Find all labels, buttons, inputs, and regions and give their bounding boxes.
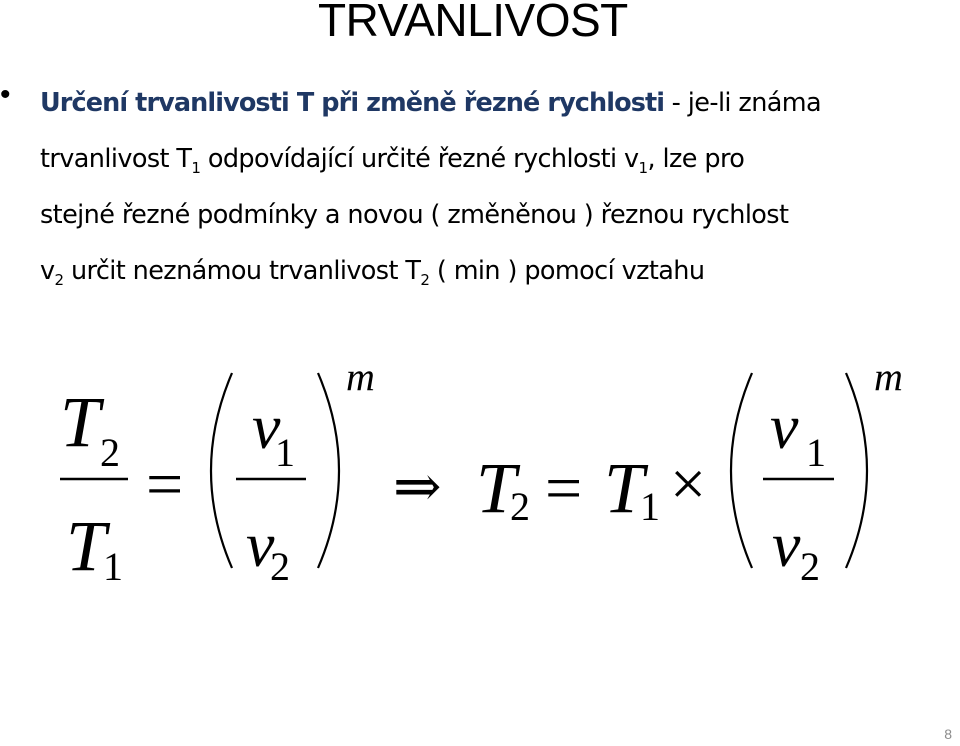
subscript-1: 1 [191,159,201,177]
left-paren-1 [211,373,232,568]
formula-v-denominator-2: v [772,509,801,580]
bullet-dot: • [0,78,11,111]
formula-implies: ⇒ [393,454,442,519]
formula-exponent-m-2: m [874,354,903,399]
formula-equals-1: = [146,448,184,521]
formula-sub-1-d: 1 [806,430,826,475]
line4-part-c: ( min ) pomocí vztahu [429,256,705,286]
formula-sub-1-c: 1 [640,484,660,529]
subscript-2b: 2 [420,271,430,289]
formula-T-right: T [604,448,645,528]
page-number: 8 [944,726,952,742]
formula-times: × [670,448,707,519]
formula-T-denominator: T [66,506,107,586]
line2-part-b: odpovídající určité řezné rychlosti v [200,144,639,174]
right-paren-1 [318,373,339,568]
formula-sub-1-b: 1 [275,430,295,475]
formula-T-numerator: T [60,382,101,462]
line1-rest: - je-li známa [664,88,822,118]
formula-v-numerator-2: v [770,391,799,462]
formula-equals-2: = [545,452,583,525]
subscript-1b: 1 [638,159,648,177]
formula-v-numerator-1: v [252,391,281,462]
line4-part-b: určit neznámou trvanlivost T [63,256,421,286]
formula-sub-2-d: 2 [800,544,820,589]
subscript-2: 2 [54,271,64,289]
formula-sub-2-c: 2 [510,484,530,529]
formula-sub-2-a: 2 [100,430,120,475]
formula-sub-2-b: 2 [270,544,290,589]
line4-part-a: v [40,256,55,286]
line2-part-c: , lze pro [647,144,745,174]
formula-T-left: T [476,448,517,528]
right-paren-2 [846,373,867,568]
formula-v-denominator-1: v [246,509,275,580]
formula-sub-1-a: 1 [103,544,123,589]
formula-exponent-m-1: m [346,354,375,399]
line2-part-a: trvanlivost T [40,144,192,174]
bold-heading-text: Určení trvanlivosti T při změně řezné rychlosti [40,88,665,118]
line3-text: stejné řezné podmínky a novou ( změněnou ) řeznou rychlost [40,200,789,230]
slide-title: TRVANLIVOST [318,0,628,46]
left-paren-2 [731,373,752,568]
